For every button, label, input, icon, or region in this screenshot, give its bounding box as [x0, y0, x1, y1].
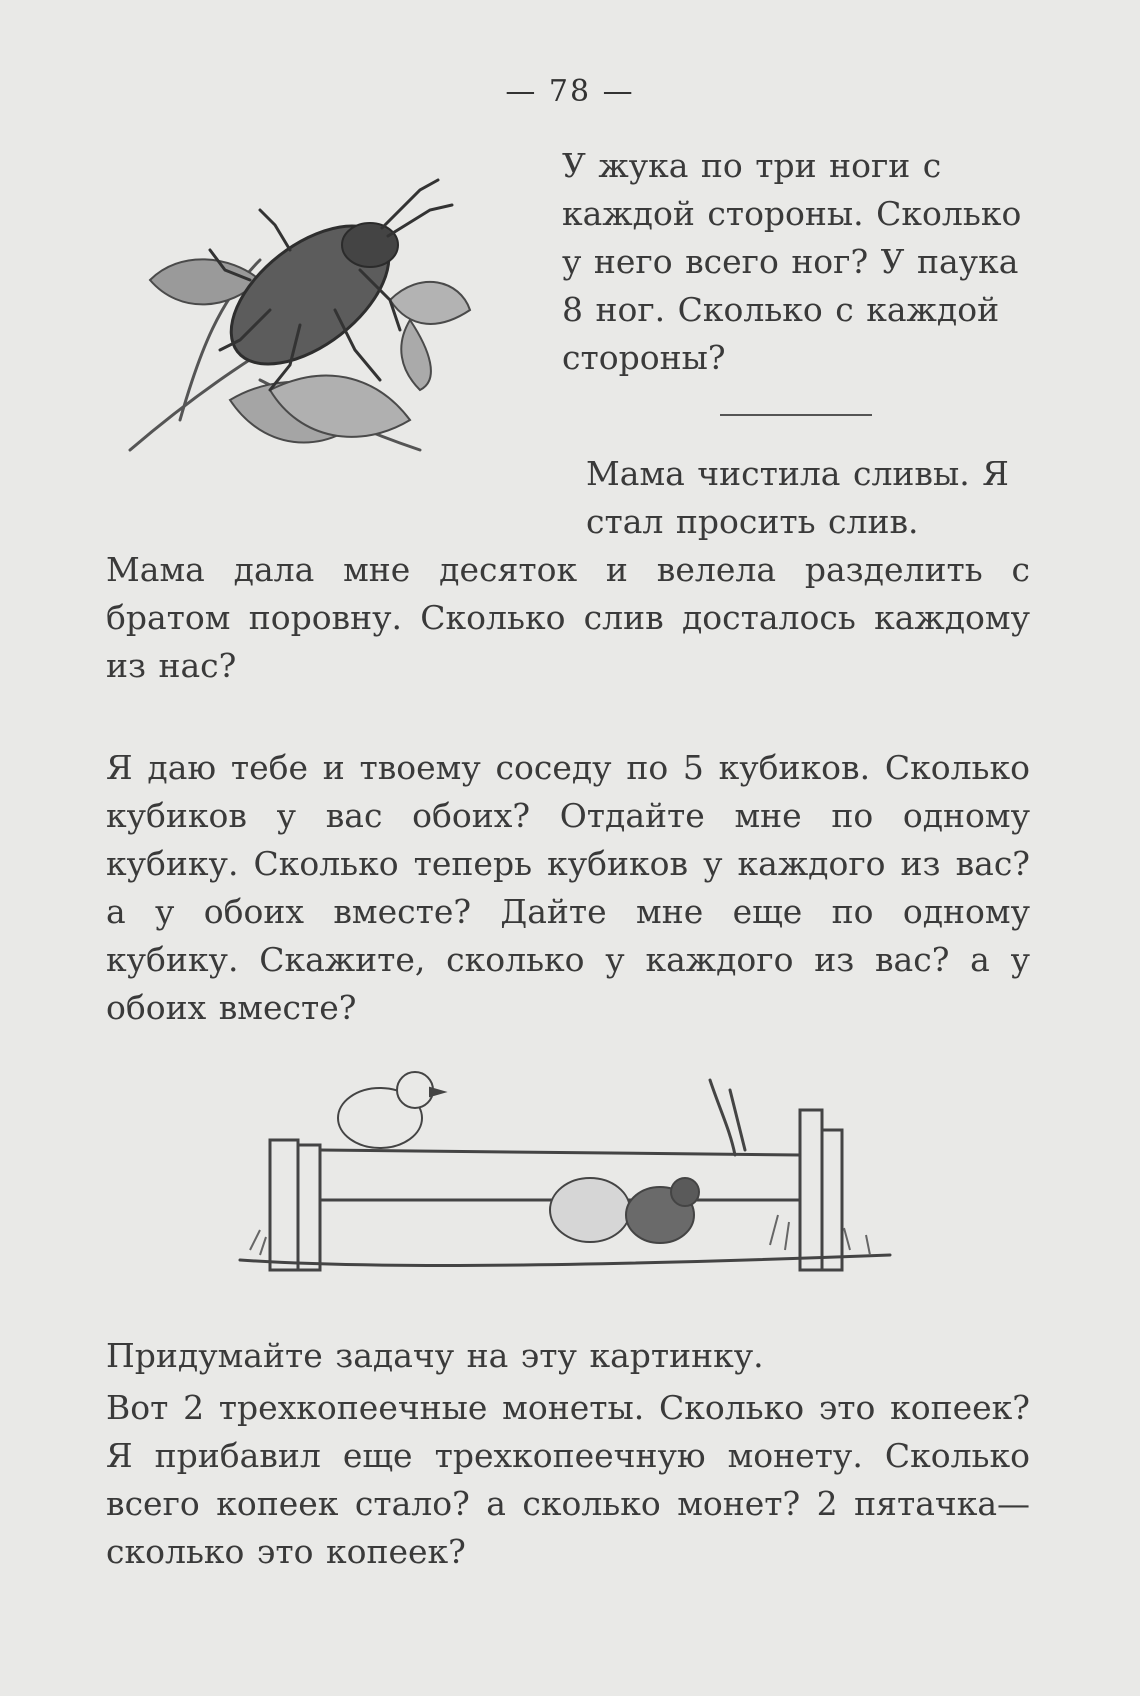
section-divider: [720, 414, 872, 416]
chicks-fence-illustration: [230, 1060, 910, 1300]
plum-problem-start: Мама чистила сливы. Я стал просить слив.: [586, 454, 1009, 541]
coins-problem: Вот 2 трехкопеечные монеты. Сколько это копеек? Я прибавил еще трехкопеечную монету. Сколько всего копеек стало? а сколько монет? 2 пятачка—сколько это копеек?: [106, 1388, 1030, 1571]
page-number: — 78 —: [505, 74, 635, 109]
cubes-problem: Я даю тебе и твоему соседу по 5 кубиков. Сколько кубиков у вас обоих? Отдайте мне по одному кубику. Сколько теперь кубиков у каждого из вас? а у обоих вместе? Дайте мне еще по одному кубику. Скажите, сколько у каждого из вас? а у обоих вместе?: [106, 748, 1030, 1027]
picture-caption: Придумайте задачу на эту картинку.: [106, 1336, 764, 1375]
beetle-problem: У жука по три ноги с каждой стороны. Сколько у него всего ног? У паука 8 ног. Сколько с каждой стороны?: [562, 146, 1022, 377]
plum-problem: Мама дала мне десяток и велела разделить с братом поровну. Сколько слив досталось каждому из нас?: [106, 550, 1030, 685]
beetle-illustration: [120, 150, 520, 510]
